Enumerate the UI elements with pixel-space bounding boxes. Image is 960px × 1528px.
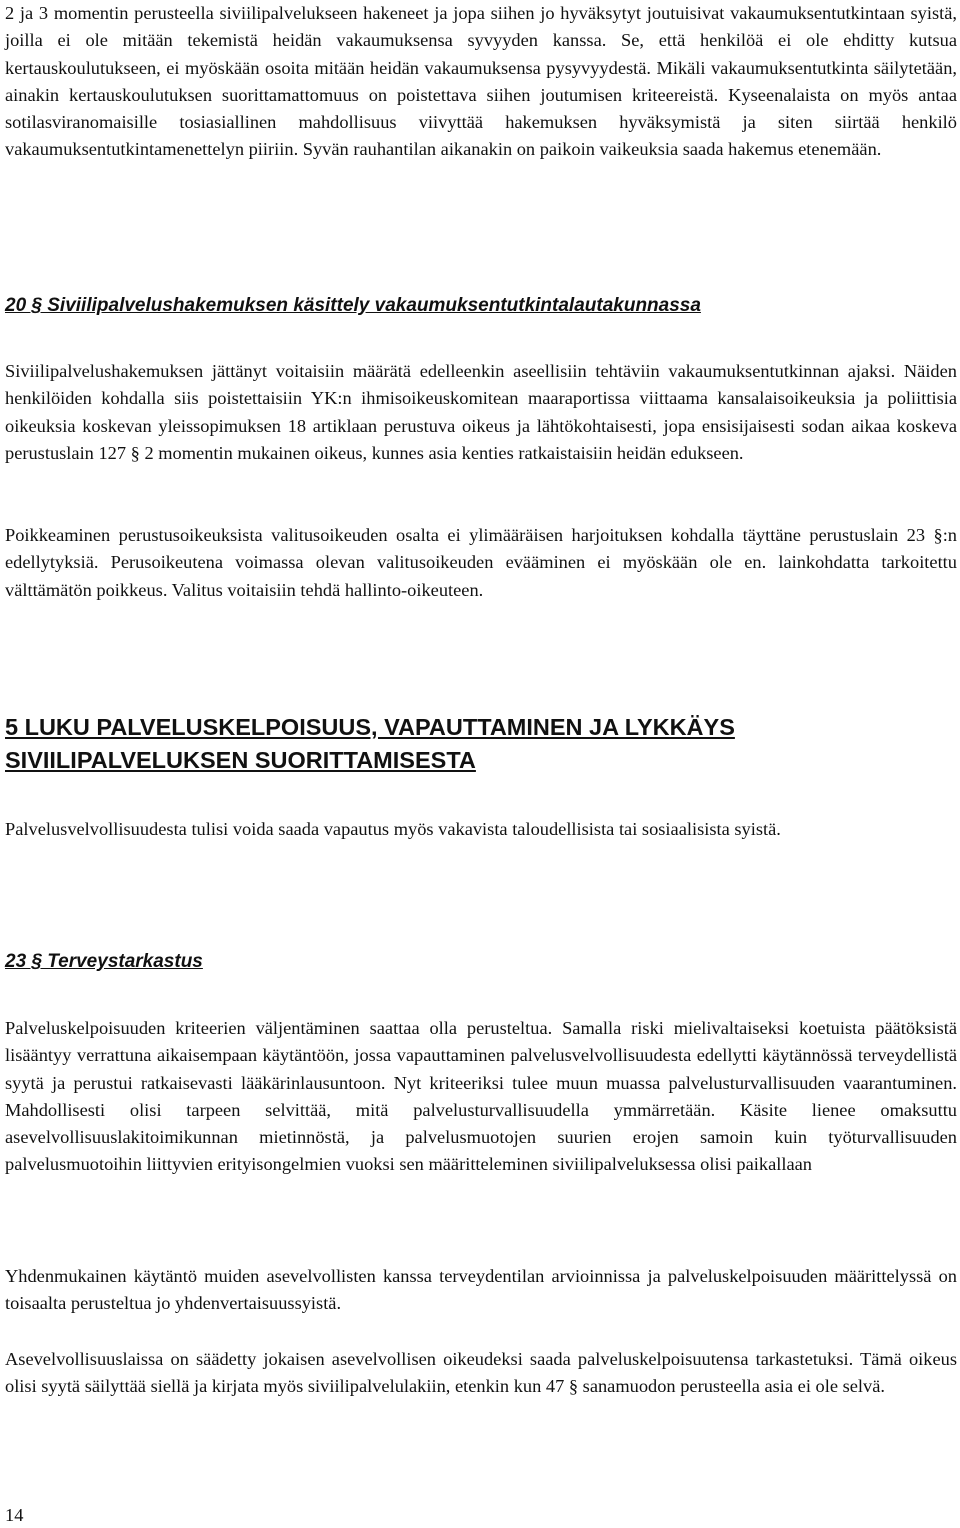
chapter-5-heading-line-1: 5 LUKU PALVELUSKELPOISUUS, VAPAUTTAMINEN JA LYKKÄYS — [5, 714, 735, 740]
section-20-paragraph-2: Poikkeaminen perustusoikeuksista valitusoikeuden osalta ei ylimääräisen harjoituksen kohdalla täyttäne perustuslain 23 §:n edellytyksiä. Perusoikeutena voimassa olevan valitusoikeuden evääminen ei myöskään ole en. lainkohdatta tarkoitettu välttämätön poikkeus. Valitus voitaisiin tehdä hallinto-oikeuteen. — [5, 525, 957, 600]
page-number: 14 — [5, 1505, 24, 1525]
chapter-5-paragraph: Palvelusvelvollisuudesta tulisi voida saada vapautus myös vakavista taloudellisista tai sosiaalisista syistä. — [5, 819, 781, 839]
section-20-paragraph-1: Siviilipalvelushakemuksen jättänyt voitaisiin määrätä edelleenkin aseellisiin tehtäviin vakaumuksentutkinnan ajaksi. Näiden henkilöiden kohdalla siis poistettaisiin YK:n ihmisoikeuskomitean maaraportissa viittaama kansalaisoikeuksia ja poliittisia oikeuksia koskevan yleissopimuksen 18 artiklaan perustuva oikeus ja lähtökohtaisesti, jopa ensisijaisesti sodan aikaa koskeva perustuslain 127 § 2 momentin mukainen oikeus, kunnes asia kenties ratkaistaisiin heidän edukseen. — [5, 361, 957, 463]
intro-paragraph: 2 ja 3 momentin perusteella siviilipalvelukseen hakeneet ja jopa siihen jo hyväksytyt joutuisivat vakaumuksentutkintaan syistä, joilla ei ole mitään tekemistä heidän vakaumuksensa syvyyden kanssa. Se, että henkilöä ei ole ehditty kutsua kertauskoulutukseen, ei myöskään osoita mitään heidän vakaumuksensa pysyvyydestä. Mikäli vakaumuksentutkinta säilytetään, ainakin kertauskoulutuksen suorittamattomuus on poistettava siihen joutumisen kriteereistä. Kyseenalaista on myös antaa sotilasviranomaisille tosiasiallinen mahdollisuus viivyttää hakemuksen hyväksymistä ja siten siirtää henkilö vakaumuksentutkintamenettelyn piiriin. Syvän rauhantilan aikanakin on paikoin vaikeuksia saada hakemus etenemään. — [5, 3, 957, 160]
section-23-heading: 23 § Terveystarkastus — [5, 951, 203, 972]
section-23-paragraph-3: Asevelvollisuuslaissa on säädetty jokaisen asevelvollisen oikeudeksi saada palveluskelpoisuutensa tarkastetuksi. Tämä oikeus olisi syytä säilyttää siellä ja kirjata myös siviilipalvelulakiin, etenkin kun 47 § sanamuodon perusteella asia ei ole selvä. — [5, 1349, 957, 1397]
section-23-paragraph-2: Yhdenmukainen käytäntö muiden asevelvollisten kanssa terveydentilan arvioinnissa ja palveluskelpoisuuden määrittelyssä on toisaalta perusteltua jo yhdenvertaisuussyistä. — [5, 1266, 957, 1314]
section-20-heading: 20 § Siviilipalvelushakemuksen käsittely vakaumuksentutkintalautakunnassa — [5, 295, 701, 316]
section-23-paragraph-1: Palveluskelpoisuuden kriteerien väljentäminen saattaa olla perusteltua. Samalla riski mielivaltaiseksi koetuista päätöksistä lisääntyy verrattuna aikaisempaan käytäntöön, jossa vapauttaminen palvelusvelvollisuudesta edellytti käytännössä terveydellistä syytä ja perustui ratkaisevasti lääkärinlausuntoon. Nyt kriteeriksi tulee muun muassa palvelusturvallisuuden vaarantuminen. Mahdollisesti olisi tarpeen selvittää, mitä palvelusturvallisuudella ymmärretään. Käsite lienee omaksuttu asevelvollisuuslakitoimikunnan mietinnöstä, ja palvelusmuotojen suurien erojen samoin kuin työturvallisuuden palvelusmuotoihin liittyvien erityisongelmien vuoksi sen määritteleminen siviilipalveluksessa olisi paikallaan — [5, 1018, 957, 1175]
chapter-5-heading-line-2: SIVIILIPALVELUKSEN SUORITTAMISESTA — [5, 747, 476, 773]
